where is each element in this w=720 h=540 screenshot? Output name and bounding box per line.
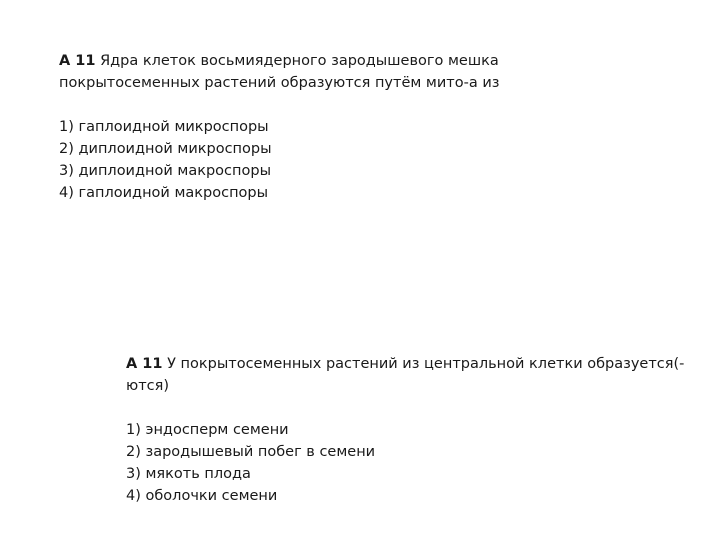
question-block-1 — [59, 50, 579, 204]
answer-option-3: 3) диплоидной макроспоры — [59, 163, 272, 179]
question-text — [126, 353, 686, 397]
answer-options — [59, 116, 579, 204]
question-text-line-2: ются) — [126, 378, 170, 394]
answer-option-1: 1) гаплоидной микроспоры — [59, 119, 269, 135]
question-number: А 11 — [59, 53, 96, 69]
question-number: А 11 — [126, 356, 163, 372]
answer-option-4: 4) оболочки семени — [126, 488, 278, 504]
question-text-line-1: У покрытосеменных растений из центральной клетки образуется(- — [167, 356, 685, 372]
answer-options — [126, 419, 686, 507]
question-text-line-2: покрытосеменных растений образуются путём мито-а из — [59, 75, 500, 91]
answer-option-1: 1) эндосперм семени — [126, 422, 289, 438]
question-text-line-1: Ядра клеток восьмиядерного зародышевого мешка — [100, 53, 499, 69]
answer-option-2: 2) зародышевый побег в семени — [126, 444, 376, 460]
answer-option-4: 4) гаплоидной макроспоры — [59, 185, 269, 201]
answer-option-2: 2) диплоидной микроспоры — [59, 141, 272, 157]
question-text — [59, 50, 579, 94]
answer-option-3: 3) мякоть плода — [126, 466, 251, 482]
question-block-2 — [126, 353, 686, 507]
